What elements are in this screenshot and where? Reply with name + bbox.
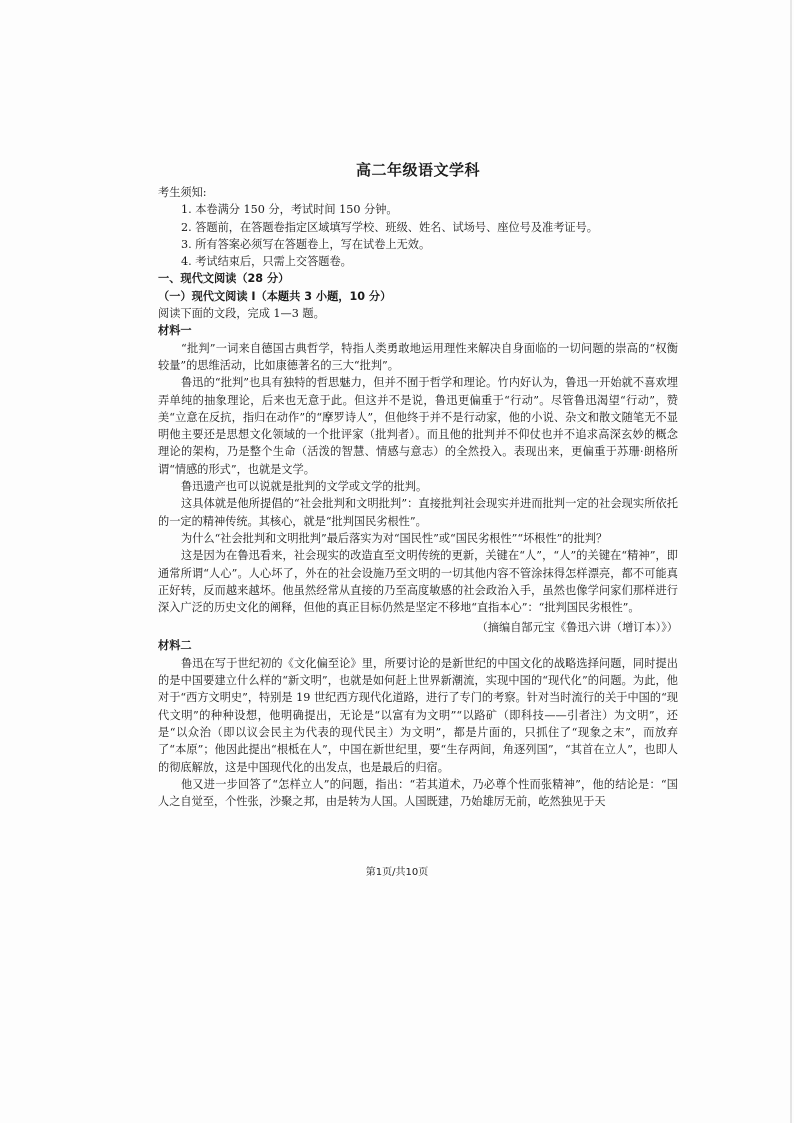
material-two-paragraph: 他又进一步回答了“怎样立人”的问题，指出：“若其道术，乃必尊个性而张精神”，他的结论是：“国人之自觉至，个性张，沙聚之邦，由是转为人国。人国既建，乃始雄厉无前，屹然独见于天 (158, 777, 678, 809)
subsection-heading: （一）现代文阅读 I（本题共 3 小题，10 分） (158, 289, 392, 303)
material-one-source: （摘编自郜元宝《鲁迅六讲（增订本）》） (476, 621, 678, 635)
material-two-heading: 材料二 (158, 639, 192, 653)
notice-block (158, 184, 678, 270)
scan-edge (790, 0, 792, 1123)
notice-item: 2. 答题前，在答题卷指定区域填写学校、班级、姓名、试场号、座位号及准考证号。 (181, 220, 598, 234)
material-one-paragraph: 这是因为在鲁迅看来，社会现实的改造直至文明传统的更新，关键在“人”，“人”的关键在“精神”，即通常所谓“人心”。人心坏了，外在的社会设施乃至文明的一切其他内容不管涂抹得怎样漂亮，都不可能真正好转，反而越来越坏。他虽然经常从直接的乃至高度敏感的社会政治入手，虽然也像学问家们那样进行深入广泛的历史文化的阐释，但他的真正目标仍然是坚定不移地“直指本心”：“批判国民劣根性”。 (158, 549, 678, 615)
section-heading: 一、现代文阅读（28 分） (158, 272, 290, 286)
material-two-paragraph: 鲁迅在写于世纪初的《文化偏至论》里，所要讨论的是新世纪的中国文化的战略选择问题，同时提出的是中国要建立什么样的“新文明”，也就是如何赶上世界新潮流，实现中国的“现代化”的问题。为此，他对于“西方文明史”，特别是 19 世纪西方现代化道路，进行了专门的考察。针对当时流行的关于中国的“现代文明”的种种设想，他明确提出，无论是“以富有为文明”“以路矿（即科技——引者注）为文明”，还是“以众治（即以议会民主为代表的现代民主）为文明”，都是片面的，只抓住了“现象之末”，而放弃了“本原”；他因此提出“根柢在人”，中国在新世纪里，要“生存两间，角逐列国”，“其首在立人”，也即人的彻底解放，这是中国现代化的出发点，也是最后的归宿。 (158, 656, 678, 774)
notice-item: 4. 考试结束后，只需上交答题卷。 (181, 255, 352, 269)
notice-heading: 考生须知: (158, 186, 207, 199)
page-title: 高二年级语文学科 (355, 161, 480, 179)
material-one-paragraph: 鲁迅的“批判”也具有独特的哲思魅力，但并不囿于哲学和理论。竹内好认为，鲁迅一开始就不喜欢埋弄单纯的抽象理论，后来也无意于此。但这并不是说，鲁迅更偏重于“行动”。尽管鲁迅渴望“行动”，赞美“立意在反抗，指归在动作”的“摩罗诗人”，但他终于并不是行动家，他的小说、杂文和散文随笔无不显明他主要还是思想文化领域的一个批评家（批判者）。而且他的批判并不仰仗也并不追求高深玄妙的概念理论的架构，乃是整个生命（活泼的智慧、情感与意志）的全然投入。表现出来，更偏重于苏珊·朗格所谓“情感的形式”，也就是文学。 (158, 376, 678, 476)
page-number: 第1页/共10页 (365, 867, 429, 878)
notice-item: 1. 本卷满分 150 分，考试时间 150 分钟。 (181, 203, 398, 217)
material-one-paragraph: 这具体就是他所提倡的“社会批判和文明批判”：直接批判社会现实并进而批判一定的社会现实所依托的一定的精神传统。其核心，就是“批判国民劣根性”。 (158, 497, 678, 528)
page-content (158, 160, 678, 810)
reading-instruction: 阅读下面的文段，完成 1—3 题。 (158, 307, 325, 321)
material-one-paragraph: 鲁迅遗产也可以说就是批判的文学或文学的批判。 (181, 480, 428, 494)
material-one-paragraph: “批判”一词来自德国古典哲学，特指人类勇敢地运用理性来解决自身面临的一切问题的崇高的“权衡较量”的思维活动，比如康德著名的三大“批判”。 (158, 341, 678, 372)
notice-item: 3. 所有答案必须写在答题卷上，写在试卷上无效。 (181, 237, 431, 251)
material-one-paragraph: 为什么“社会批判和文明批判”最后落实为对“国民性”或“国民劣根性”“坏根性”的批判？ (181, 531, 608, 545)
material-one-heading: 材料一 (158, 324, 192, 338)
